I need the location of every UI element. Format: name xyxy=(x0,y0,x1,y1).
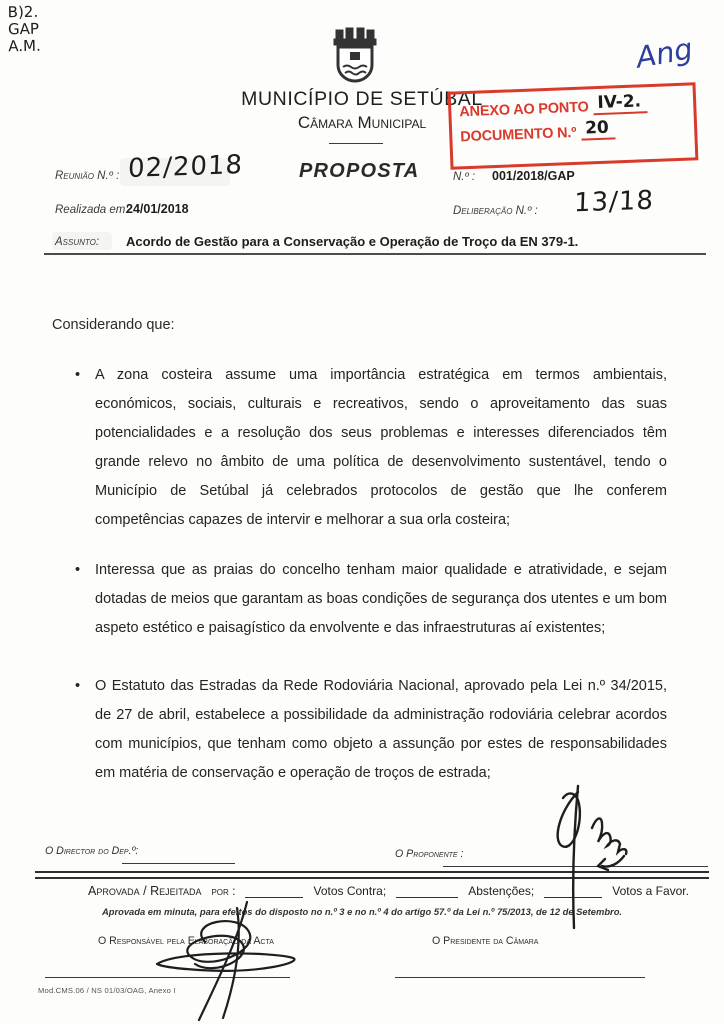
bullet-dot: • xyxy=(75,367,81,383)
setubal-coat-of-arms-icon xyxy=(331,27,379,85)
presidente-camara-label: O Presidente da Câmara xyxy=(432,935,539,947)
considerando-bullet-3 xyxy=(75,672,667,788)
responsavel-signature-handwritten xyxy=(135,900,325,1022)
considerando-bullet-2 xyxy=(75,556,667,643)
proponente-signature-handwritten xyxy=(528,780,668,930)
bullet-text: A zona costeira assume uma importância estratégica em termos ambientais, económicos, sociais, culturais e recreativos, sendo o aproveitamento das suas potencialidades e a resolução dos seus problemas e interesses diferenciados têm grande relevo no âmbito de uma política de desenvolvimento sustentável, tendo o Município de Setúbal já celebrados protocolos de gestão que lhe conferem competências capazes de intervir e melhorar a sua orla costeira; xyxy=(95,367,667,528)
abstencoes-label: Abstenções; xyxy=(468,884,535,898)
proponente-label: O Proponente : xyxy=(395,848,464,860)
deliberacao-label: Deliberação N.º : xyxy=(453,205,538,217)
bullet-text: Interessa que as praias do concelho tenham maior qualidade e atratividade, e sejam dotadas de meios que garantam as boas condições de segurança dos utentes e um bom aspeto estético e paisagístico da envolvente e das infraestruturas aí existentes; xyxy=(95,562,667,636)
minuta-note: Aprovada em minuta, para efeitos do disposto no n.º 3 e no n.º 4 do artigo 57.º da Lei n.º 75/2013, de 12 de Setembro. xyxy=(101,906,623,917)
chamber-subtitle: Câmara Municipal xyxy=(297,113,427,132)
bullet-dot: • xyxy=(75,678,81,694)
abstencoes-blank xyxy=(396,884,458,898)
stamp-document-label: DOCUMENTO N.º xyxy=(460,124,577,146)
reuniao-label: Reunião N.º : xyxy=(55,170,120,182)
responsavel-acta-label: O Responsável pela Elaboração da Acta xyxy=(98,935,274,947)
deliberacao-number-handwritten: 13/18 xyxy=(573,185,655,219)
header-divider xyxy=(329,143,383,144)
municipality-title: MUNICÍPIO DE SETÚBAL xyxy=(241,88,483,110)
numero-label: N.º : xyxy=(453,171,476,183)
body-intro: Considerando que: xyxy=(52,317,175,333)
presidente-signature-line xyxy=(395,977,645,978)
considerando-bullet-1 xyxy=(75,361,667,535)
document-type-title: PROPOSTA xyxy=(299,160,420,182)
director-label: O Director do Dep.º: xyxy=(45,845,139,857)
stamp-annex-label: ANEXO AO PONTO xyxy=(459,99,589,121)
stamp-annex-value-handwritten: IV-2. xyxy=(593,91,647,115)
stamp-document-number-handwritten: 20 xyxy=(581,117,615,140)
bullet-dot: • xyxy=(75,562,81,578)
section-divider xyxy=(44,253,706,255)
numero-value: 001/2018/GAP xyxy=(492,169,575,183)
form-reference: Mod.CMS.06 / NS 01/03/OAG, Anexo I xyxy=(38,986,176,995)
votos-favor-label: Votos a Favor. xyxy=(612,884,689,898)
assunto-label: Assunto: xyxy=(55,236,100,248)
aprovada-rejeitada-label: Aprovada / Rejeitada xyxy=(88,884,202,898)
handwritten-initials-blue: Ang xyxy=(633,31,696,75)
annex-stamp xyxy=(448,82,699,169)
handwritten-filing-note: B)2. GAP A.M. xyxy=(7,2,41,56)
realizada-date: 24/01/2018 xyxy=(126,202,189,216)
realizada-label: Realizada em: xyxy=(55,204,129,216)
votos-contra-blank xyxy=(245,884,303,898)
director-signature-line xyxy=(122,863,235,864)
por-label: por : xyxy=(211,884,236,898)
bullet-text: O Estatuto das Estradas da Rede Rodoviária Nacional, aprovado pela Lei n.º 34/2015, de 27 de abril, estabelece a possibilidade da administração rodoviária celebrar acordos com municípios, que tenham como objeto a assunção por estes de responsabilidades em matéria de conservação e operação de troços de estrada; xyxy=(95,678,667,781)
reuniao-number-handwritten: 02/2018 xyxy=(127,149,244,185)
votos-contra-label: Votos Contra; xyxy=(313,884,387,898)
assunto-value: Acordo de Gestão para a Conservação e Operação de Troço da EN 379-1. xyxy=(126,234,579,249)
